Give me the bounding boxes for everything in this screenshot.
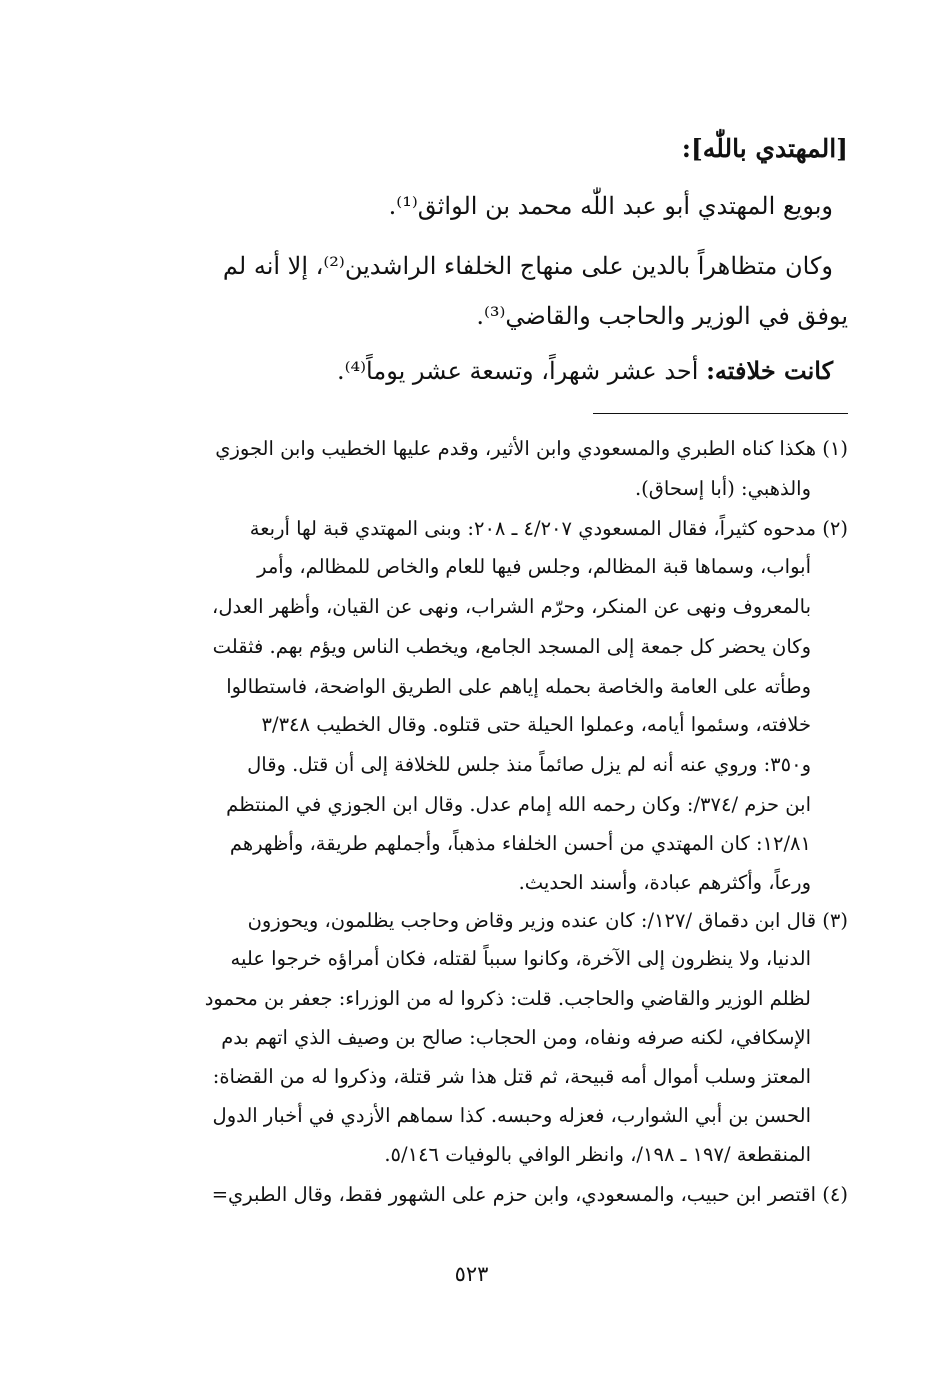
footnote-2-line-2: أبواب، وسماها قبة المظالم، وجلس فيها للعام والخاص للمظالم، وأمر <box>257 555 811 578</box>
footnote-3-number: (٣) <box>822 909 848 932</box>
body-paragraph-2-line-2: يوفق في الوزير والحاجب والقاضي⁽³⁾. <box>476 302 848 330</box>
body-paragraph-2-line-1: وكان متظاهراً بالدين على منهاج الخلفاء الراشدين⁽²⁾، إلا أنه لم <box>222 252 833 280</box>
section-heading: [المهتدي باللّٰه]: <box>681 134 848 163</box>
footnote-3-line-6: الحسن بن أبي الشوارب، فعزله وحبسه. كذا سماهم الأزدي في أخبار الدول <box>212 1104 811 1127</box>
footnote-4-line-1: (٤) اقتصر ابن حبيب، والمسعودي، وابن حزم على الشهور فقط، وقال الطبري= <box>212 1180 848 1210</box>
footnote-4-number: (٤) <box>822 1183 848 1206</box>
footnote-2-line-6: خلافته، وسئموا أيامه، وعملوا الحيلة حتى قتلوه. وقال الخطيب ٣/٣٤٨ <box>261 713 811 736</box>
page-number: ٥٢٣ <box>454 1262 489 1286</box>
footnote-2-line-5: وطأته على العامة والخاصة بحمله إياهم على الطريق الواضحة، فاستطالوا <box>226 675 811 698</box>
footnote-1-line-2: والذهبي: (أبا إسحاق). <box>634 477 811 500</box>
footnote-3-line-3: لظلم الوزير والقاضي والحاجب. قلت: ذكروا له من الوزراء: جعفر بن محمود <box>204 987 811 1010</box>
footnote-2-line-7: و٣٥٠: وروي عنه أنه لم يزل صائماً منذ جلس للخلافة إلى أن قتل. وقال <box>247 753 811 776</box>
footnote-3-line-1: (٣) قال ابن دقماق /١٢٧/: كان عنده وزير وقاض وحاجب يظلمون، ويحوزون <box>248 906 848 936</box>
footnote-3-line-4: الإسكافي، لكنه صرفه ونفاه، ومن الحجاب: صالح بن وصيف الذي اتهم بدم <box>221 1026 811 1049</box>
footnote-2-line-3: بالمعروف ونهى عن المنكر، وحرّم الشراب، ونهى عن القيان، وأظهر العدل، <box>212 595 811 618</box>
footnote-2-line-4: وكان يحضر كل جمعة إلى المسجد الجامع، ويخطب الناس ويؤم بهم. فثقلت <box>212 635 811 658</box>
footnote-2-number: (٢) <box>822 517 848 540</box>
footnote-2-line-10: ورعاً، وأكثرهم عبادة، وأسند الحديث. <box>518 871 811 894</box>
reign-text: أحد عشر شهراً، وتسعة عشر يوماً⁽⁴⁾. <box>336 357 707 385</box>
footnote-1-number: (١) <box>822 437 848 460</box>
footnote-3-line-7: المنقطعة /١٩٧ ـ ١٩٨/، وانظر الوافي بالوفيات ٥/١٤٦. <box>384 1143 811 1166</box>
footnote-2-line-8: ابن حزم /٣٧٤/: وكان رحمه الله إمام عدل. وقال ابن الجوزي في المنتظم <box>226 793 811 816</box>
footnote-2-line-9: ١٢/٨١: كان المهتدي من أحسن الخلفاء مذهباً، وأجملهم طريقة، وأظهرهم <box>229 832 811 855</box>
footnote-3-line-2: الدنيا، ولا ينظرون إلى الآخرة، وكانوا سبباً لقتله، فكان أمراؤه خرجوا عليه <box>230 947 811 970</box>
reign-label: كانت خلافته: <box>706 356 833 385</box>
footnote-3-line-5: المعتز وسلب أموال أمه قبيحة، ثم قتل هذا شر قتلة، وذكروا له من القضاة: <box>212 1065 811 1088</box>
body-paragraph-1: وبويع المهتدي أبو عبد اللّٰه محمد بن الواثق⁽¹⁾. <box>388 192 833 220</box>
body-paragraph-3 <box>337 355 833 387</box>
footnote-2-line-1: (٢) مدحوه كثيراً، فقال المسعودي ٤/٢٠٧ ـ ٢٠٨: وبنى المهتدي قبة لها أربعة <box>250 514 848 544</box>
footnote-1-line-1: (١) هكذا كناه الطبري والمسعودي وابن الأثير، وقدم عليها الخطيب وابن الجوزي <box>215 434 848 464</box>
footnote-separator <box>593 413 848 414</box>
